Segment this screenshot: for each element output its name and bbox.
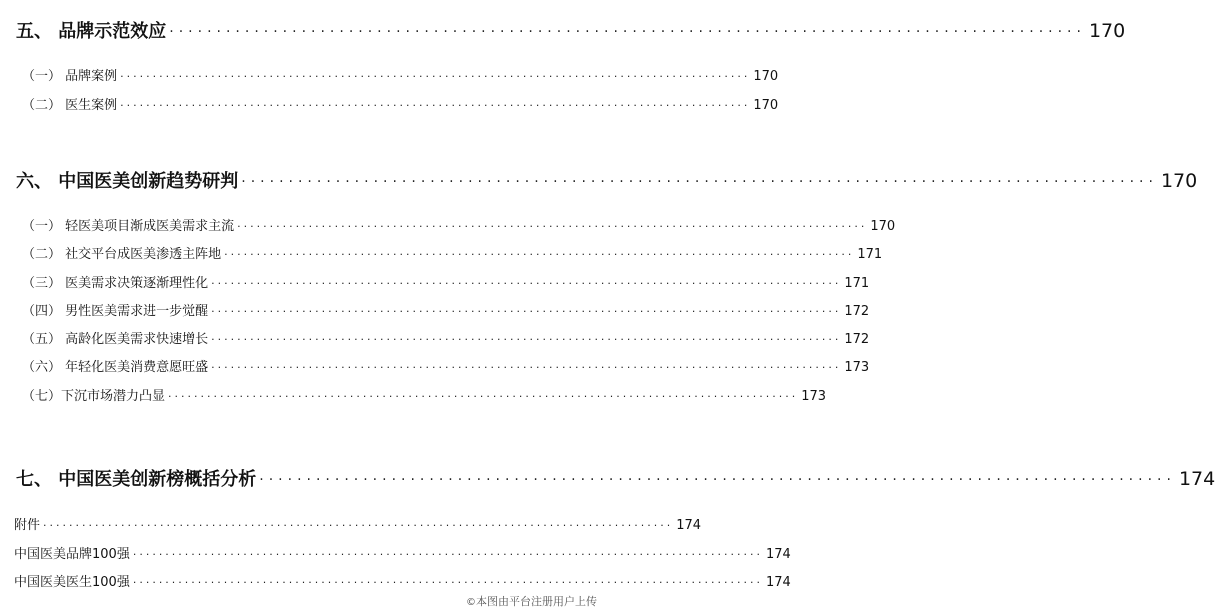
watermark-text: 本图由平台注册用户上传 [476,595,597,608]
toc-label: 中国医美医生100强 [14,575,130,590]
dot-leader: ································································································· [211,277,842,290]
dot-leader: ································································································· [43,519,674,532]
toc-page-number: 173 [844,360,870,375]
toc-entry-section-7[interactable] [16,468,1215,490]
dot-leader: ································································································· [211,305,842,318]
toc-page-number: 170 [753,69,779,84]
toc-label: （四） 男性医美需求进一步觉醒 [22,304,209,319]
dot-leader: ································································································· [132,576,763,589]
toc-page-number: 171 [844,276,870,291]
toc-label: （一） 轻医美项目渐成医美需求主流 [22,219,235,234]
copyright-icon: © [466,597,476,608]
dot-leader: ································································································· [241,174,1158,190]
toc-label: 中国医美品牌100强 [14,547,130,562]
toc-entry-6-7[interactable] [22,389,827,404]
toc-page-number: 174 [766,547,791,562]
upload-watermark [466,593,597,609]
dot-leader: ································································································· [120,99,751,112]
toc-entry-6-1[interactable] [22,219,896,234]
toc-label: 附件 [14,518,41,533]
toc-entry-6-4[interactable] [22,304,870,319]
dot-leader: ································································································· [168,390,799,403]
toc-entry-6-2[interactable] [22,247,883,262]
toc-label: （三） 医美需求决策逐渐理性化 [22,276,209,291]
dot-leader: ································································································· [259,472,1176,488]
toc-page-number: 174 [1178,468,1215,490]
toc-page-number: 174 [676,518,702,533]
toc-entry-brand-top100[interactable] [14,547,791,562]
toc-label: （六） 年轻化医美消费意愿旺盛 [22,360,209,375]
dot-leader: ································································································· [169,24,1086,40]
toc-page-number: 171 [857,247,883,262]
toc-label: （五） 高龄化医美需求快速增长 [22,332,209,347]
toc-page-number: 170 [1088,20,1126,42]
toc-page-number: 170 [1160,170,1198,192]
toc-page-number: 172 [844,304,870,319]
toc-page-number: 170 [870,219,896,234]
toc-entry-6-5[interactable] [22,332,870,347]
toc-entry-appendix[interactable] [14,518,702,533]
toc-label: （二） 社交平台成医美渗透主阵地 [22,247,222,262]
toc-entry-6-6[interactable] [22,360,870,375]
toc-label: 五、 品牌示范效应 [16,21,167,42]
toc-label: （二） 医生案例 [22,98,118,113]
toc-entry-6-3[interactable] [22,276,870,291]
toc-entry-section-5[interactable] [16,20,1126,42]
dot-leader: ································································································· [237,220,868,233]
toc-label: （七）下沉市场潜力凸显 [22,389,166,404]
toc-page-number: 170 [753,98,779,113]
toc-label: 六、 中国医美创新趋势研判 [16,171,239,192]
toc-label: 七、 中国医美创新榜概括分析 [16,469,257,490]
toc-entry-doctor-top100[interactable] [14,575,791,590]
toc-entry-5-2[interactable] [22,98,779,113]
dot-leader: ································································································· [211,361,842,374]
dot-leader: ································································································· [120,70,751,83]
toc-page-number: 172 [844,332,870,347]
toc-label: （一） 品牌案例 [22,69,118,84]
dot-leader: ································································································· [132,548,763,561]
dot-leader: ································································································· [224,248,855,261]
toc-page-number: 173 [801,389,827,404]
toc-entry-section-6[interactable] [16,170,1198,192]
toc-entry-5-1[interactable] [22,69,779,84]
toc-page-number: 174 [766,575,791,590]
dot-leader: ································································································· [211,333,842,346]
